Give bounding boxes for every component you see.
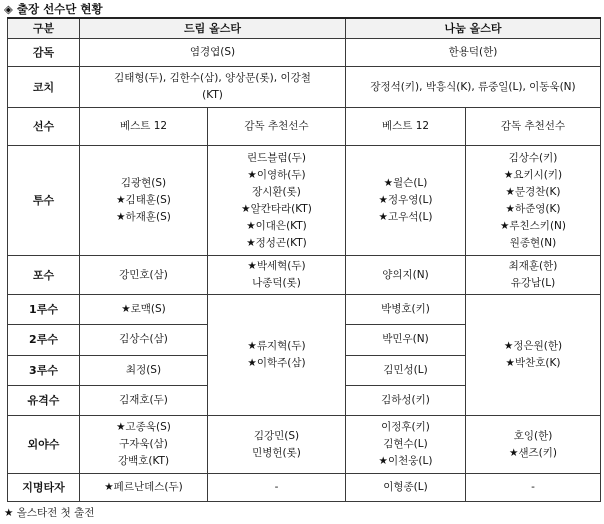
nanum-outfielders-recommended (466, 415, 601, 473)
designated-hitter-row (8, 474, 601, 502)
dream-dh-best: ★페르난데스(두) (80, 474, 208, 502)
nanum-manager: 한용덕(한) (346, 39, 601, 67)
dream-pitchers-recommended (208, 145, 346, 256)
nanum-shortstop-best: 김하성(키) (346, 386, 466, 416)
nanum-outfielders-best (346, 415, 466, 473)
nanum-pitchers-best (346, 145, 466, 256)
dream-coaches-line: (KT) (202, 89, 223, 102)
player-name: 호잉(한) (513, 429, 553, 442)
dream-pitchers-best (80, 145, 208, 256)
header-nanum-allstar: 나눔 올스타 (346, 18, 601, 39)
second-base-label: 2루수 (8, 324, 80, 355)
player-name: ★이학주(삼) (247, 357, 306, 370)
pitcher-row (8, 145, 601, 256)
player-name: ★류지혁(두) (247, 340, 306, 353)
player-name: 원종현(N) (509, 236, 557, 249)
nanum-catchers-recommended (466, 256, 601, 295)
nanum-dh-best: 이형종(L) (346, 474, 466, 502)
player-name: 김현수(L) (383, 438, 428, 451)
player-name: ★정은원(한) (503, 340, 563, 353)
player-name: ★요키시(키) (503, 168, 563, 181)
player-name: 민병헌(롯) (252, 446, 301, 459)
outfield-row (8, 415, 601, 473)
player-name: ★고우석(L) (378, 211, 433, 224)
player-name: ★알칸타라(KT) (241, 202, 312, 215)
player-name: ★박세혁(두) (247, 260, 306, 273)
dream-catcher-best: 강민호(삼) (80, 256, 208, 295)
nanum-pitchers-recommended (466, 145, 601, 256)
player-name: ★이천웅(L) (378, 455, 433, 468)
nanum-recommended-header: 감독 추천선수 (466, 108, 601, 146)
dream-third-base-best: 최정(S) (80, 355, 208, 386)
header-category: 구분 (8, 18, 80, 39)
first-base-label: 1루수 (8, 295, 80, 325)
player-name: ★박찬호(K) (505, 357, 561, 370)
dream-shortstop-best: 김재호(두) (80, 386, 208, 416)
dream-first-base-best: ★로맥(S) (80, 295, 208, 325)
nanum-coaches: 장정석(키), 박흥식(K), 류중일(L), 이동욱(N) (346, 67, 601, 108)
player-name: ★고종욱(S) (116, 421, 171, 434)
player-name: 이정후(키) (381, 421, 430, 434)
player-name: 구자욱(삼) (119, 438, 168, 451)
nanum-infielders-recommended (466, 295, 601, 416)
third-base-label: 3루수 (8, 355, 80, 386)
nanum-dh-recommended: - (466, 474, 601, 502)
nanum-best12-header: 베스트 12 (346, 108, 466, 146)
player-name: ★이영하(두) (247, 168, 306, 181)
roster-table (7, 17, 601, 502)
player-name: ★루친스키(N) (499, 219, 567, 232)
dream-outfielders-recommended (208, 415, 346, 473)
designated-hitter-label: 지명타자 (8, 474, 80, 502)
outfield-label: 외야수 (8, 415, 80, 473)
manager-label: 감독 (8, 39, 80, 67)
player-name: 장시환(롯) (252, 185, 301, 198)
nanum-second-base-best: 박민우(N) (346, 324, 466, 355)
dream-catchers-recommended (208, 256, 346, 295)
catcher-label: 포수 (8, 256, 80, 295)
nanum-third-base-best: 김민성(L) (346, 355, 466, 386)
dream-coaches-line: 김태형(두), 김한수(삼), 양상문(롯), 이강철 (114, 72, 311, 85)
dream-outfielders-best (80, 415, 208, 473)
player-name: 김상수(키) (508, 151, 558, 164)
nanum-catcher-best: 양의지(N) (346, 256, 466, 295)
player-name: 린드블럼(두) (247, 151, 306, 164)
player-name: 김광현(S) (120, 177, 167, 190)
manager-row (8, 39, 601, 67)
coach-label: 코치 (8, 67, 80, 108)
pitcher-label: 투수 (8, 145, 80, 256)
player-name: ★하준영(K) (505, 202, 561, 215)
player-subheader-row (8, 108, 601, 146)
dream-second-base-best: 김상수(삼) (80, 324, 208, 355)
header-dream-allstar: 드림 올스타 (80, 18, 346, 39)
player-name: 김강민(S) (253, 429, 300, 442)
player-name: 나종덕(롯) (252, 277, 301, 290)
dream-best12-header: 베스트 12 (80, 108, 208, 146)
dream-coaches (80, 67, 346, 108)
dream-infielders-recommended (208, 295, 346, 416)
player-name: 최재훈(한) (508, 260, 558, 273)
table-header-row (8, 18, 601, 39)
page-title: ◈ 출장 선수단 현황 (4, 2, 103, 16)
player-name: 유강남(L) (510, 277, 556, 290)
player-name: ★정우영(L) (378, 194, 433, 207)
player-name: ★이대은(KT) (246, 219, 307, 232)
player-name: ★윌슨(L) (383, 177, 428, 190)
player-label: 선수 (8, 108, 80, 146)
dream-manager: 염경엽(S) (80, 39, 346, 67)
player-name: ★하재훈(S) (116, 211, 171, 224)
player-name: 강백호(KT) (117, 455, 170, 468)
player-name: ★정성곤(KT) (246, 236, 307, 249)
nanum-first-base-best: 박병호(키) (346, 295, 466, 325)
catcher-row (8, 256, 601, 295)
shortstop-label: 유격수 (8, 386, 80, 416)
player-name: ★김태훈(S) (116, 194, 171, 207)
player-name: ★샌즈(키) (508, 446, 558, 459)
dream-recommended-header: 감독 추천선수 (208, 108, 346, 146)
legend-note: ★ 올스타전 첫 출전 (4, 507, 95, 519)
dream-dh-recommended: - (208, 474, 346, 502)
player-name: ★문경찬(K) (505, 185, 561, 198)
coach-row (8, 67, 601, 108)
first-base-row (8, 295, 601, 325)
